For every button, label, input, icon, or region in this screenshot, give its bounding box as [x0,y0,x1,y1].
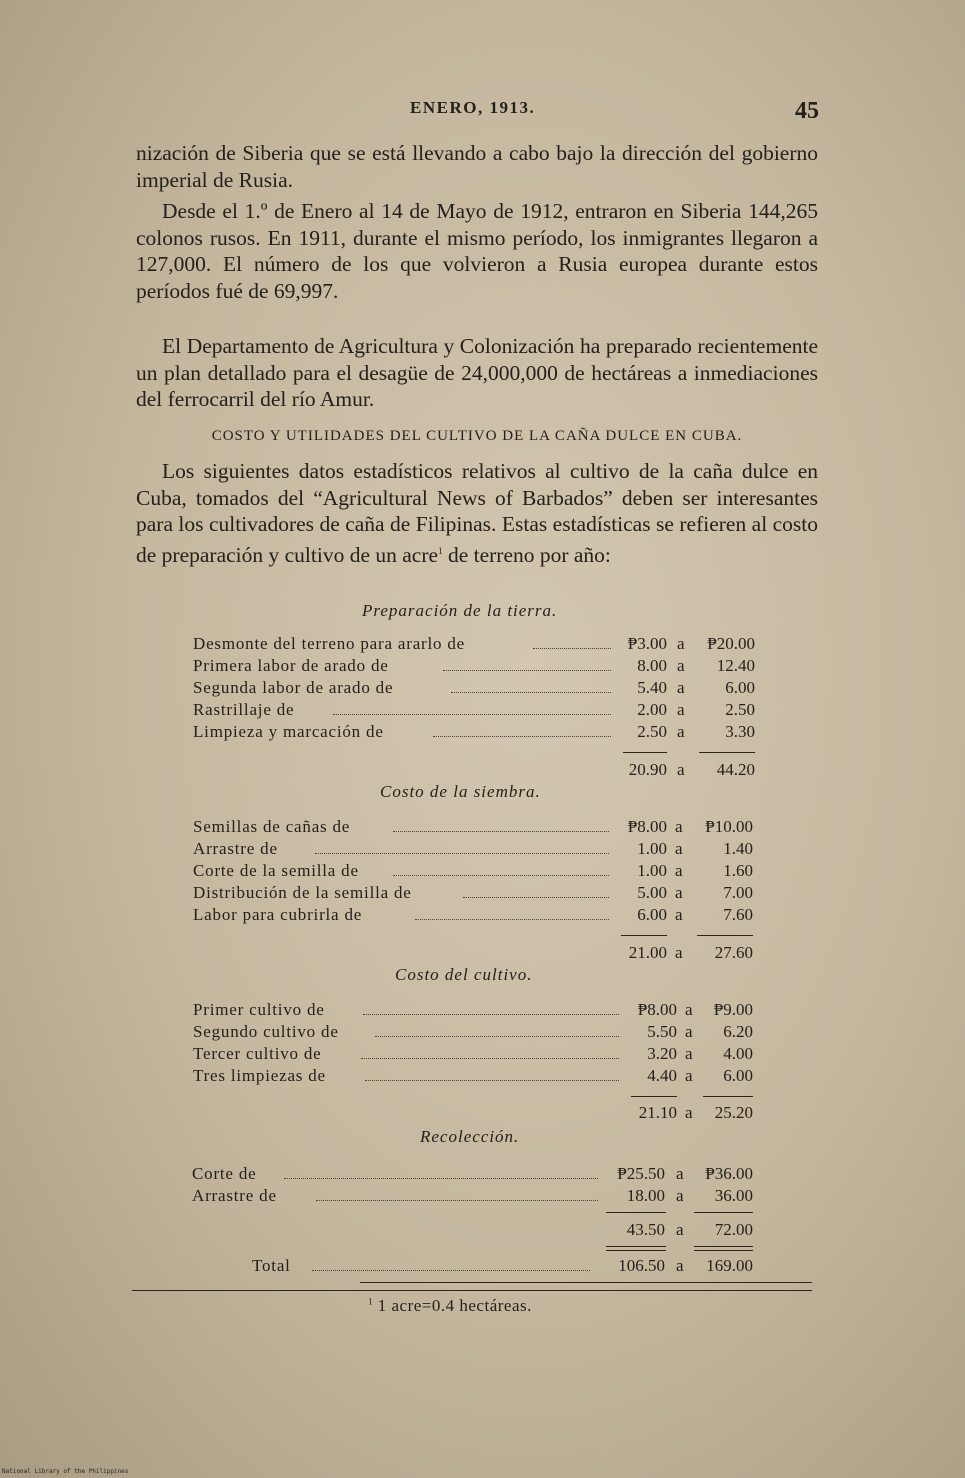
range-word: a [677,722,685,741]
paragraph-immigration [136,198,818,304]
footnote-marker: 1 [438,545,443,556]
section-heading: COSTO Y UTILIDADES DEL CULTIVO DE LA CAÑA DULCE EN CUBA. [211,428,743,444]
range-word: a [685,1022,693,1041]
range-word: a [676,1256,684,1275]
row-to: 12.40 [716,656,755,675]
subtotal-to: 72.00 [714,1220,753,1239]
row-label: Desmonte del terreno para ararlo de [193,634,466,653]
subtotal-rule [694,1212,753,1213]
table-row [193,883,753,905]
total-to: 169.00 [706,1256,753,1275]
table-row [193,839,753,861]
row-to: 6.00 [723,1066,753,1085]
range-word: a [685,1103,693,1122]
range-word: a [675,861,683,880]
row-from: 18.00 [626,1186,665,1205]
intro-text-end: de terreno por año: [442,542,611,567]
row-label: Semillas de cañas de [193,817,351,836]
row-from: 4.40 [647,1066,677,1085]
range-word: a [677,760,685,779]
subtotal-rule [697,935,753,936]
total-label: Total [252,1256,291,1275]
row-to: 7.00 [723,883,753,902]
range-word: a [675,883,683,902]
row-from: ₱8.00 [637,1000,677,1019]
row-label: Arrastre de [192,1186,277,1205]
table-row [193,1000,753,1022]
table-row [193,656,755,678]
subtotal-to: 25.20 [714,1103,753,1122]
row-to: ₱20.00 [707,634,755,653]
row-label: Corte de la semilla de [193,861,359,880]
subtotal-rule [621,935,667,936]
range-word: a [685,1044,693,1063]
row-from: 5.00 [637,883,667,902]
row-to: ₱10.00 [705,817,753,836]
intro-text: Los siguientes datos estadísticos relativos al cultivo de la caña dulce en Cuba, tomados del “Agricultural News of Barbados” deben ser interesantes para los cultivadores de caña de Filipinas. Estas estadísticas se refieren al costo de preparación y cultivo de un acre [136,459,818,567]
row-from: 2.50 [637,722,667,741]
subtotal-row [193,760,755,782]
row-to: 3.30 [725,722,755,741]
row-to: 1.60 [723,861,753,880]
row-from: 5.40 [637,678,667,697]
footnote-rule [132,1290,812,1291]
row-label: Limpieza y marcación de [193,722,384,741]
subtotal-row [193,943,753,965]
running-header: ENERO, 1913. [410,98,536,117]
row-label: Arrastre de [193,839,278,858]
table-row [193,1066,753,1088]
paragraph-1: nización de Siberia que se está llevando a cabo bajo la dirección del gobierno imperial de Rusia. [136,141,818,192]
table-row [193,905,753,927]
paragraph-3: El Departamento de Agricultura y Colonización ha preparado recientemente un plan detallado para el desagüe de 24,000,000 de hectáreas a inmediaciones del ferrocarril del río Amur. [136,334,818,411]
subtotal-to: 44.20 [716,760,755,779]
row-to: 2.50 [725,700,755,719]
row-from: 3.20 [647,1044,677,1063]
library-credit: National Library of the Philippines [2,1468,129,1475]
range-word: a [677,700,685,719]
row-label: Tres limpiezas de [193,1066,326,1085]
row-label: Segunda labor de arado de [193,678,394,697]
row-to: 6.20 [723,1022,753,1041]
row-to: 7.60 [723,905,753,924]
table-row [193,1022,753,1044]
paragraph-drainage [136,333,818,413]
range-word: a [676,1186,684,1205]
subtotal-from: 43.50 [626,1220,665,1239]
row-to: 4.00 [723,1044,753,1063]
range-word: a [685,1066,693,1085]
row-label: Rastrillaje de [193,700,295,719]
paragraph-continuation [136,140,818,193]
range-word: a [675,839,683,858]
subtotal-from: 20.90 [628,760,667,779]
row-from: 8.00 [637,656,667,675]
row-to: ₱36.00 [705,1164,753,1183]
row-from: 1.00 [637,839,667,858]
range-word: a [676,1164,684,1183]
subtotal-rule [623,752,667,753]
section-title-siembra: Costo de la siembra. [380,782,541,801]
row-to: 1.40 [723,839,753,858]
row-label: Distribución de la semilla de [193,883,412,902]
table-row [193,634,755,656]
page-number: 45 [795,98,819,124]
total-from: 106.50 [618,1256,665,1275]
row-from: ₱3.00 [627,634,667,653]
intro-paragraph [136,458,818,568]
subtotal-rule [703,1096,753,1097]
table-row [193,1044,753,1066]
total-row [192,1256,753,1278]
subtotal-row [193,1103,753,1125]
paragraph-2: Desde el 1.º de Enero al 14 de Mayo de 1912, entraron en Siberia 144,265 colonos rusos. En 1911, durante el mismo período, los inmigrantes llegaron a 127,000. El número de los que volvieron a Rusia europea durante estos períodos fué de 69,997. [136,199,818,303]
range-word: a [675,905,683,924]
table-row [193,861,753,883]
section-title-preparacion: Preparación de la tierra. [362,601,558,620]
range-word: a [677,656,685,675]
subtotal-from: 21.10 [638,1103,677,1122]
row-label: Labor para cubrirla de [193,905,363,924]
table-row [192,1186,753,1208]
subtotal-to: 27.60 [714,943,753,962]
range-word: a [685,1000,693,1019]
subtotal-row [192,1220,753,1242]
range-word: a [675,943,683,962]
range-word: a [677,634,685,653]
range-word: a [677,678,685,697]
table-row [193,700,755,722]
range-word: a [676,1220,684,1239]
subtotal-rule [699,752,755,753]
table-row [193,678,755,700]
table-row [193,722,755,744]
subtotal-from: 21.00 [628,943,667,962]
total-double-rule [694,1246,753,1251]
row-from: 5.50 [647,1022,677,1041]
row-from: 2.00 [637,700,667,719]
row-from: ₱8.00 [627,817,667,836]
row-to: ₱9.00 [713,1000,753,1019]
row-from: 1.00 [637,861,667,880]
table-row [192,1164,753,1186]
row-label: Primera labor de arado de [193,656,389,675]
subtotal-rule [631,1096,677,1097]
row-from: 6.00 [637,905,667,924]
row-label: Primer cultivo de [193,1000,325,1019]
row-label: Segundo cultivo de [193,1022,339,1041]
row-label: Tercer cultivo de [193,1044,322,1063]
footnote-mark: 1 [368,1296,373,1307]
section-title-cultivo: Costo del cultivo. [395,965,533,984]
table-row [193,817,753,839]
row-to: 6.00 [725,678,755,697]
total-underline [360,1282,812,1283]
row-from: ₱25.50 [617,1164,665,1183]
footnote [368,1296,532,1316]
row-to: 36.00 [714,1186,753,1205]
total-double-rule [606,1246,666,1251]
row-label: Corte de [192,1164,257,1183]
range-word: a [675,817,683,836]
section-title-recoleccion: Recolección. [420,1127,520,1146]
subtotal-rule [606,1212,666,1213]
footnote-text: 1 acre=0.4 hectáreas. [373,1296,532,1315]
